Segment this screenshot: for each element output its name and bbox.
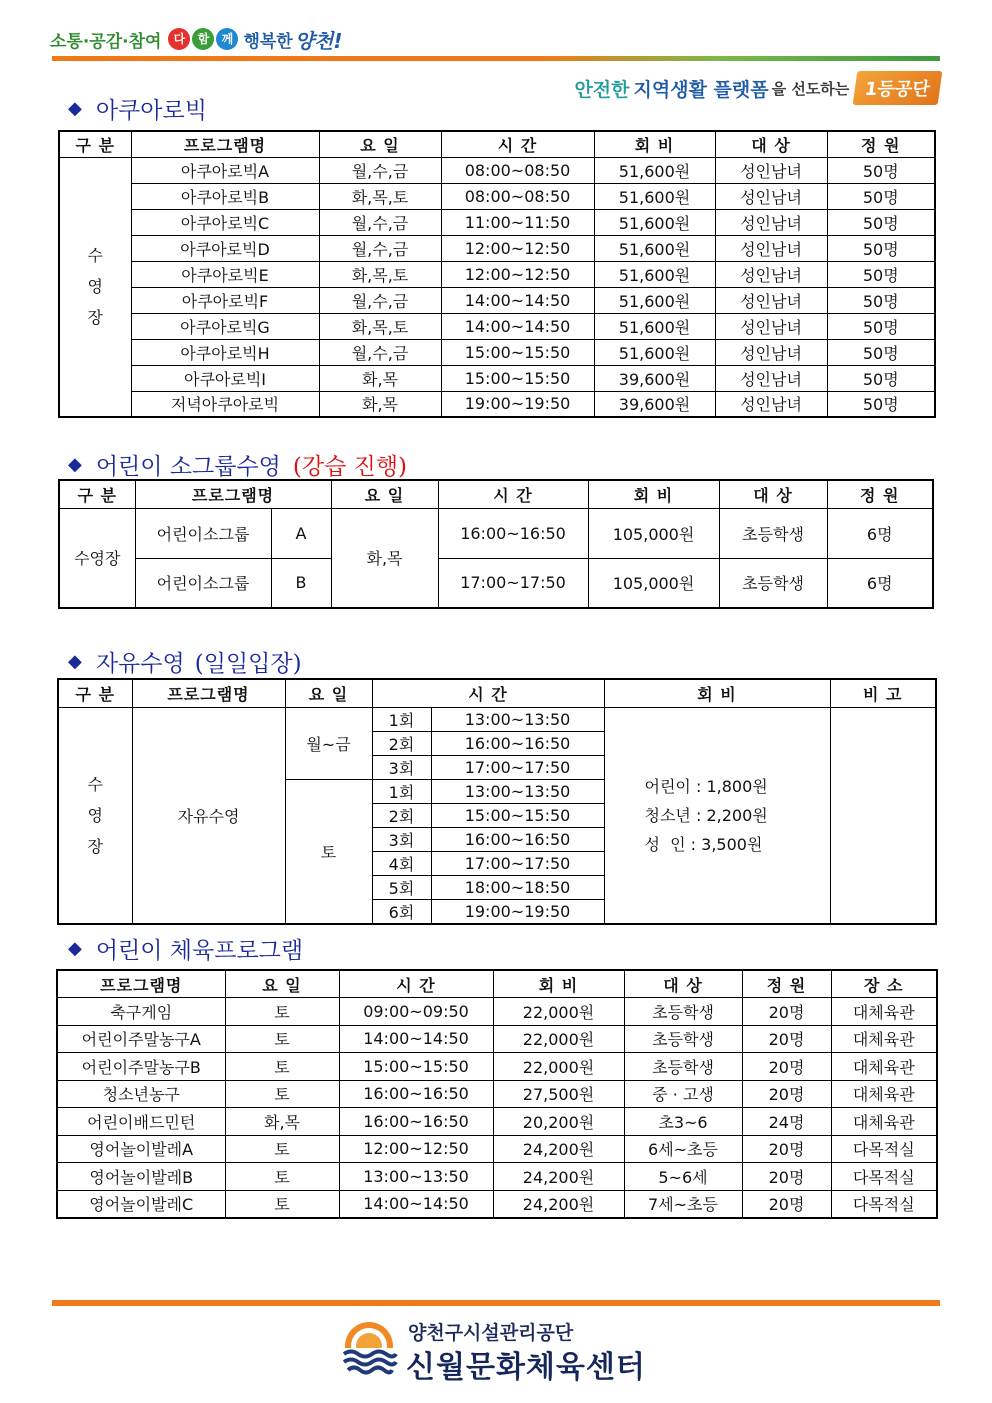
header-cell: 요 일 bbox=[225, 970, 339, 998]
table-row bbox=[57, 1135, 937, 1163]
table-row bbox=[57, 1053, 937, 1081]
header-cell: 회 비 bbox=[604, 679, 830, 707]
days-cell: 토 bbox=[225, 1190, 339, 1218]
days-cell: 토 bbox=[225, 1135, 339, 1163]
session-no-cell: 2회 bbox=[372, 803, 431, 827]
section-title-text: 아쿠아로빅 bbox=[95, 98, 207, 124]
days-cell: 월~금 bbox=[285, 707, 372, 779]
header-cell: 프로그램명 bbox=[131, 131, 319, 157]
banner-text-1: 안전한 bbox=[574, 78, 630, 101]
days-cell: 월,수,금 bbox=[319, 287, 441, 313]
section-title-text: 어린이 소그룹수영 bbox=[95, 454, 281, 480]
footer bbox=[340, 1318, 680, 1385]
bottom-divider bbox=[52, 1300, 940, 1306]
program-cell: 어린이주말농구A bbox=[57, 1025, 225, 1053]
program-cell: 저녁아쿠아로빅 bbox=[131, 391, 319, 417]
capacity-cell: 20명 bbox=[742, 998, 831, 1026]
header-cell: 정 원 bbox=[742, 970, 831, 998]
program-cell: 어린이배드민턴 bbox=[57, 1108, 225, 1136]
section-title-note: (강습 진행) bbox=[292, 454, 408, 480]
section-title-kids-swim bbox=[68, 448, 407, 481]
capacity-cell: 20명 bbox=[742, 1053, 831, 1081]
capacity-cell: 50명 bbox=[827, 365, 935, 391]
fee-cell: 39,600원 bbox=[594, 365, 715, 391]
fee-cell: 20,200원 bbox=[493, 1108, 624, 1136]
table-row bbox=[59, 183, 935, 209]
table-row bbox=[59, 157, 935, 183]
target-cell: 성인남녀 bbox=[715, 209, 827, 235]
section-title-text: 어린이 체육프로그램 bbox=[95, 938, 304, 964]
time-cell: 17:00~17:50 bbox=[431, 851, 604, 875]
target-cell: 초등학생 bbox=[719, 558, 827, 608]
days-cell: 월,수,금 bbox=[319, 235, 441, 261]
header-cell: 요 일 bbox=[331, 480, 438, 508]
header-cell: 프로그램명 bbox=[57, 970, 225, 998]
header-cell: 구 분 bbox=[59, 480, 135, 508]
header-cell: 시 간 bbox=[372, 679, 604, 707]
days-cell: 월,수,금 bbox=[319, 339, 441, 365]
location-cell: 수영장 bbox=[59, 508, 135, 608]
time-cell: 16:00~16:50 bbox=[438, 508, 588, 558]
header-cell: 회 비 bbox=[588, 480, 719, 508]
session-no-cell: 3회 bbox=[372, 827, 431, 851]
target-cell: 초3~6 bbox=[624, 1108, 742, 1136]
time-cell: 16:00~16:50 bbox=[339, 1108, 493, 1136]
slogan-text-c: 양천! bbox=[294, 28, 343, 53]
header-cell: 대 상 bbox=[624, 970, 742, 998]
days-cell: 화,목,토 bbox=[319, 183, 441, 209]
slogan-badge-1: 다 bbox=[168, 28, 190, 50]
session-no-cell: 2회 bbox=[372, 731, 431, 755]
table-header-row bbox=[57, 970, 937, 998]
fee-cell: 39,600원 bbox=[594, 391, 715, 417]
header-cell: 구 분 bbox=[59, 131, 131, 157]
capacity-cell: 50명 bbox=[827, 183, 935, 209]
table-row bbox=[59, 339, 935, 365]
time-cell: 08:00~08:50 bbox=[441, 183, 594, 209]
target-cell: 초등학생 bbox=[624, 998, 742, 1026]
section-title-text: 자유수영 bbox=[95, 651, 185, 677]
fee-cell: 24,200원 bbox=[493, 1135, 624, 1163]
capacity-cell: 50명 bbox=[827, 287, 935, 313]
program-cell: 청소년농구 bbox=[57, 1080, 225, 1108]
time-cell: 08:00~08:50 bbox=[441, 157, 594, 183]
capacity-cell: 20명 bbox=[742, 1080, 831, 1108]
table-row bbox=[57, 1163, 937, 1191]
time-cell: 16:00~16:50 bbox=[431, 827, 604, 851]
place-cell: 대체육관 bbox=[831, 1053, 937, 1081]
header-cell: 정 원 bbox=[827, 131, 935, 157]
time-cell: 16:00~16:50 bbox=[431, 731, 604, 755]
remarks-cell bbox=[830, 707, 936, 924]
table-row bbox=[57, 1080, 937, 1108]
time-cell: 13:00~13:50 bbox=[339, 1163, 493, 1191]
target-cell: 성인남녀 bbox=[715, 157, 827, 183]
target-cell: 7세~초등 bbox=[624, 1190, 742, 1218]
capacity-cell: 50명 bbox=[827, 391, 935, 417]
time-cell: 12:00~12:50 bbox=[441, 235, 594, 261]
time-cell: 14:00~14:50 bbox=[339, 1025, 493, 1053]
fee-line: 성 인 : 3,500원 bbox=[644, 834, 763, 854]
place-cell: 대체육관 bbox=[831, 1025, 937, 1053]
place-cell: 대체육관 bbox=[831, 1108, 937, 1136]
fee-cell: 51,600원 bbox=[594, 235, 715, 261]
program-cell: 아쿠아로빅G bbox=[131, 313, 319, 339]
time-cell: 15:00~15:50 bbox=[431, 803, 604, 827]
fee-cell: 51,600원 bbox=[594, 261, 715, 287]
days-cell: 토 bbox=[225, 1053, 339, 1081]
time-cell: 13:00~13:50 bbox=[431, 779, 604, 803]
fee-cell: 24,200원 bbox=[493, 1190, 624, 1218]
header-cell: 시 간 bbox=[438, 480, 588, 508]
header-cell: 정 원 bbox=[827, 480, 933, 508]
table-row bbox=[59, 558, 933, 608]
header-cell: 대 상 bbox=[719, 480, 827, 508]
fee-line: 어린이 : 1,800원 bbox=[644, 776, 768, 796]
program-cell: 축구게임 bbox=[57, 998, 225, 1026]
fee-cell: 105,000원 bbox=[588, 508, 719, 558]
target-cell: 성인남녀 bbox=[715, 235, 827, 261]
header-cell: 프로그램명 bbox=[132, 679, 285, 707]
time-cell: 11:00~11:50 bbox=[441, 209, 594, 235]
header-cell: 요 일 bbox=[285, 679, 372, 707]
table-row bbox=[59, 365, 935, 391]
banner-text-2: 지역생활 플랫폼 bbox=[633, 78, 769, 101]
time-cell: 19:00~19:50 bbox=[431, 899, 604, 924]
location-cell: 수 영 장 bbox=[58, 707, 132, 924]
session-no-cell: 1회 bbox=[372, 707, 431, 731]
fee-cell: 51,600원 bbox=[594, 209, 715, 235]
table-row bbox=[59, 287, 935, 313]
header-slogan bbox=[50, 24, 343, 54]
diamond-icon: ◆ bbox=[68, 454, 82, 475]
time-cell: 13:00~13:50 bbox=[431, 707, 604, 731]
fee-cell: 27,500원 bbox=[493, 1080, 624, 1108]
days-cell: 화,목 bbox=[319, 391, 441, 417]
capacity-cell: 6명 bbox=[827, 508, 933, 558]
target-cell: 초등학생 bbox=[719, 508, 827, 558]
location-cell: 수 영 장 bbox=[59, 157, 131, 417]
target-cell: 성인남녀 bbox=[715, 287, 827, 313]
fee-cell: 22,000원 bbox=[493, 1053, 624, 1081]
fee-cell: 51,600원 bbox=[594, 339, 715, 365]
header-cell: 대 상 bbox=[715, 131, 827, 157]
group-cell: B bbox=[271, 558, 331, 608]
days-cell: 화,목 bbox=[225, 1108, 339, 1136]
target-cell: 성인남녀 bbox=[715, 183, 827, 209]
time-cell: 14:00~14:50 bbox=[339, 1190, 493, 1218]
header-cell: 시 간 bbox=[441, 131, 594, 157]
target-cell: 성인남녀 bbox=[715, 365, 827, 391]
place-cell: 대체육관 bbox=[831, 998, 937, 1026]
capacity-cell: 50명 bbox=[827, 235, 935, 261]
capacity-cell: 20명 bbox=[742, 1135, 831, 1163]
org-name: 양천구시설관리공단 bbox=[408, 1322, 574, 1344]
header-cell: 비 고 bbox=[830, 679, 936, 707]
time-cell: 15:00~15:50 bbox=[441, 365, 594, 391]
table-row bbox=[59, 508, 933, 558]
fee-cell: 51,600원 bbox=[594, 313, 715, 339]
kids-swim-table bbox=[58, 479, 934, 609]
free-swim-table bbox=[57, 678, 937, 925]
fee-cell bbox=[604, 707, 830, 924]
fee-cell: 22,000원 bbox=[493, 1025, 624, 1053]
slogan-badge-3: 께 bbox=[216, 28, 238, 50]
target-cell: 초등학생 bbox=[624, 1053, 742, 1081]
table-header-row bbox=[58, 679, 936, 707]
target-cell: 중 · 고생 bbox=[624, 1080, 742, 1108]
table-row bbox=[57, 1190, 937, 1218]
program-cell: 아쿠아로빅I bbox=[131, 365, 319, 391]
capacity-cell: 20명 bbox=[742, 1025, 831, 1053]
program-cell: 아쿠아로빅D bbox=[131, 235, 319, 261]
place-cell: 다목적실 bbox=[831, 1163, 937, 1191]
days-cell: 토 bbox=[285, 779, 372, 924]
section-title-aerobic bbox=[68, 92, 207, 125]
days-cell: 토 bbox=[225, 1163, 339, 1191]
program-cell: 영어놀이발레C bbox=[57, 1190, 225, 1218]
table-row bbox=[59, 235, 935, 261]
banner-text-3: 을 선도하는 bbox=[771, 79, 850, 98]
capacity-cell: 20명 bbox=[742, 1190, 831, 1218]
program-cell: 아쿠아로빅A bbox=[131, 157, 319, 183]
table-row bbox=[59, 209, 935, 235]
diamond-icon: ◆ bbox=[68, 938, 82, 959]
time-cell: 14:00~14:50 bbox=[441, 287, 594, 313]
program-cell: 아쿠아로빅C bbox=[131, 209, 319, 235]
diamond-icon: ◆ bbox=[68, 98, 82, 119]
capacity-cell: 50명 bbox=[827, 209, 935, 235]
program-cell: 어린이주말농구B bbox=[57, 1053, 225, 1081]
table-row bbox=[57, 998, 937, 1026]
table-row bbox=[59, 391, 935, 417]
target-cell: 성인남녀 bbox=[715, 339, 827, 365]
program-cell: 아쿠아로빅F bbox=[131, 287, 319, 313]
time-cell: 18:00~18:50 bbox=[431, 875, 604, 899]
time-cell: 19:00~19:50 bbox=[441, 391, 594, 417]
session-no-cell: 3회 bbox=[372, 755, 431, 779]
top-divider bbox=[52, 56, 940, 61]
session-no-cell: 1회 bbox=[372, 779, 431, 803]
table-header-row bbox=[59, 480, 933, 508]
days-cell: 월,수,금 bbox=[319, 157, 441, 183]
slogan-text-b: 행복한 bbox=[243, 31, 293, 52]
program-cell: 영어놀이발레B bbox=[57, 1163, 225, 1191]
section-title-free-swim bbox=[68, 645, 302, 678]
table-row bbox=[57, 1025, 937, 1053]
session-no-cell: 5회 bbox=[372, 875, 431, 899]
section-title-note: (일일입장) bbox=[194, 651, 302, 677]
kids-pe-table bbox=[56, 969, 938, 1219]
program-cell: 아쿠아로빅H bbox=[131, 339, 319, 365]
target-cell: 성인남녀 bbox=[715, 261, 827, 287]
capacity-cell: 20명 bbox=[742, 1163, 831, 1191]
target-cell: 5~6세 bbox=[624, 1163, 742, 1191]
session-no-cell: 6회 bbox=[372, 899, 431, 924]
fee-cell: 51,600원 bbox=[594, 183, 715, 209]
days-cell: 화,목,토 bbox=[319, 313, 441, 339]
days-cell: 토 bbox=[225, 1025, 339, 1053]
target-cell: 초등학생 bbox=[624, 1025, 742, 1053]
section-title-kids-pe bbox=[68, 932, 303, 965]
center-name: 신월문화체육센터 bbox=[406, 1350, 646, 1385]
header-cell: 시 간 bbox=[339, 970, 493, 998]
sun-wave-logo-icon bbox=[340, 1318, 398, 1378]
fee-line: 청소년 : 2,200원 bbox=[644, 805, 768, 825]
fee-cell: 51,600원 bbox=[594, 157, 715, 183]
program-cell: 영어놀이발레A bbox=[57, 1135, 225, 1163]
capacity-cell: 50명 bbox=[827, 339, 935, 365]
rank-badge: 1등공단 bbox=[853, 71, 942, 105]
time-cell: 17:00~17:50 bbox=[431, 755, 604, 779]
header-cell: 요 일 bbox=[319, 131, 441, 157]
time-cell: 12:00~12:50 bbox=[339, 1135, 493, 1163]
top-banner bbox=[574, 68, 940, 108]
program-cell: 어린이소그룹 bbox=[135, 508, 271, 558]
header-cell: 회 비 bbox=[594, 131, 715, 157]
place-cell: 다목적실 bbox=[831, 1135, 937, 1163]
fee-cell: 51,600원 bbox=[594, 287, 715, 313]
days-cell: 화,목,토 bbox=[319, 261, 441, 287]
place-cell: 대체육관 bbox=[831, 1080, 937, 1108]
capacity-cell: 50명 bbox=[827, 261, 935, 287]
days-cell: 월,수,금 bbox=[319, 209, 441, 235]
time-cell: 17:00~17:50 bbox=[438, 558, 588, 608]
program-cell: 어린이소그룹 bbox=[135, 558, 271, 608]
days-cell: 토 bbox=[225, 998, 339, 1026]
table-row bbox=[58, 707, 936, 731]
program-cell: 자유수영 bbox=[132, 707, 285, 924]
diamond-icon: ◆ bbox=[68, 651, 82, 672]
program-cell: 아쿠아로빅E bbox=[131, 261, 319, 287]
slogan-badges bbox=[167, 28, 239, 50]
table-row bbox=[59, 313, 935, 339]
days-cell: 토 bbox=[225, 1080, 339, 1108]
days-cell: 화,목 bbox=[331, 508, 438, 608]
time-cell: 15:00~15:50 bbox=[339, 1053, 493, 1081]
slogan-badge-2: 함 bbox=[192, 28, 214, 50]
days-cell: 화,목 bbox=[319, 365, 441, 391]
target-cell: 6세~초등 bbox=[624, 1135, 742, 1163]
header-cell: 구 분 bbox=[58, 679, 132, 707]
fee-cell: 105,000원 bbox=[588, 558, 719, 608]
table-header-row bbox=[59, 131, 935, 157]
time-cell: 15:00~15:50 bbox=[441, 339, 594, 365]
session-no-cell: 4회 bbox=[372, 851, 431, 875]
header-cell: 장 소 bbox=[831, 970, 937, 998]
table-row bbox=[59, 261, 935, 287]
program-cell: 아쿠아로빅B bbox=[131, 183, 319, 209]
target-cell: 성인남녀 bbox=[715, 313, 827, 339]
fee-cell: 22,000원 bbox=[493, 998, 624, 1026]
slogan-text-a: 소통·공감·참여 bbox=[50, 31, 162, 52]
fee-cell: 24,200원 bbox=[493, 1163, 624, 1191]
capacity-cell: 6명 bbox=[827, 558, 933, 608]
place-cell: 다목적실 bbox=[831, 1190, 937, 1218]
table-row bbox=[57, 1108, 937, 1136]
time-cell: 14:00~14:50 bbox=[441, 313, 594, 339]
target-cell: 성인남녀 bbox=[715, 391, 827, 417]
capacity-cell: 24명 bbox=[742, 1108, 831, 1136]
time-cell: 16:00~16:50 bbox=[339, 1080, 493, 1108]
header-cell: 회 비 bbox=[493, 970, 624, 998]
capacity-cell: 50명 bbox=[827, 157, 935, 183]
capacity-cell: 50명 bbox=[827, 313, 935, 339]
header-cell: 프로그램명 bbox=[135, 480, 331, 508]
time-cell: 09:00~09:50 bbox=[339, 998, 493, 1026]
aerobic-table bbox=[58, 130, 936, 418]
group-cell: A bbox=[271, 508, 331, 558]
time-cell: 12:00~12:50 bbox=[441, 261, 594, 287]
